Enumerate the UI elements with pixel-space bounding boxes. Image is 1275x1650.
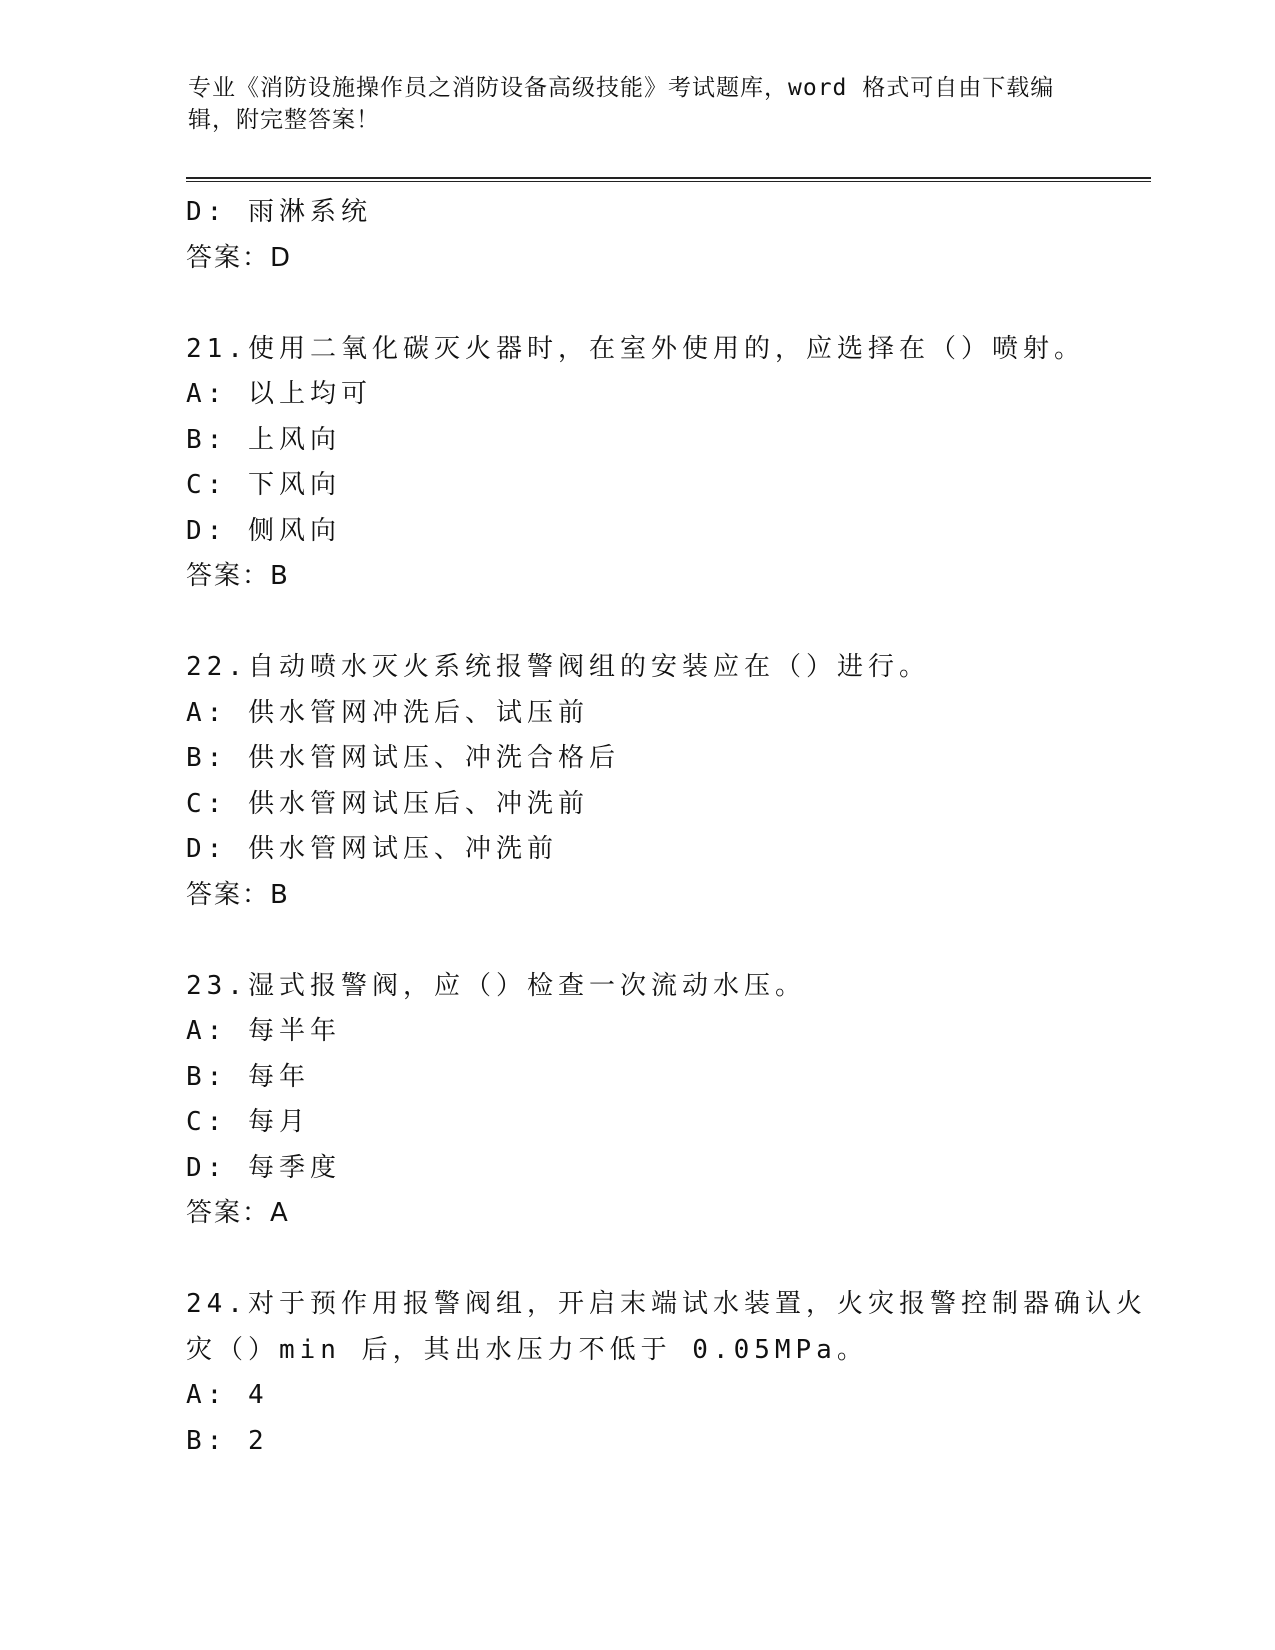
answer-line: 答案：B <box>186 879 290 910</box>
question-stem: 21.使用二氧化碳灭火器时，在室外使用的，应选择在（）喷射。 <box>186 333 1085 364</box>
option-b: B: 供水管网试压、冲洗合格后 <box>186 743 620 773</box>
question-21 <box>186 327 1116 600</box>
page-header: 专业《消防设施操作员之消防设备高级技能》考试题库，word 格式可自由下载编辑，附完整答案！ <box>188 75 1055 133</box>
question-22 <box>186 645 1116 918</box>
answer-line: 答案：A <box>186 1198 290 1228</box>
option-a: A: 供水管网冲洗后、试压前 <box>186 697 589 728</box>
option-a: A: 每半年 <box>186 1016 341 1046</box>
option-c: C: 下风向 <box>186 470 341 500</box>
document-body <box>186 190 1147 1464</box>
option-a: A: 4 <box>186 1380 269 1410</box>
option-d: D: 供水管网试压、冲洗前 <box>186 834 558 864</box>
question-stem-line-2: 灾（）min 后，其出水压力不低于 0.05MPa。 <box>186 1334 868 1365</box>
option-b: B: 2 <box>186 1425 269 1456</box>
answer-line: 答案：D <box>186 242 293 273</box>
question-24 <box>186 1282 1147 1464</box>
option-d: D: 每季度 <box>186 1152 341 1183</box>
option-c: C: 供水管网试压后、冲洗前 <box>186 788 589 819</box>
answer-line: 答案：B <box>186 561 290 591</box>
question-stem: 22.自动喷水灭火系统报警阀组的安装应在（）进行。 <box>186 652 930 682</box>
question-stem: 23.湿式报警阀，应（）检查一次流动水压。 <box>186 970 806 1001</box>
question-stem-line-1: 24.对于预作用报警阀组，开启末端试水装置，火灾报警控制器确认火 <box>186 1289 1147 1319</box>
option-d: D: 侧风向 <box>186 515 341 546</box>
option-d: D: 雨淋系统 <box>186 197 372 227</box>
previous-question-tail <box>186 190 1116 281</box>
header-divider <box>186 177 1151 182</box>
option-b: B: 上风向 <box>186 424 341 455</box>
option-b: B: 每年 <box>186 1061 310 1092</box>
option-c: C: 每月 <box>186 1107 310 1137</box>
question-23 <box>186 964 1116 1237</box>
option-a: A: 以上均可 <box>186 379 372 409</box>
